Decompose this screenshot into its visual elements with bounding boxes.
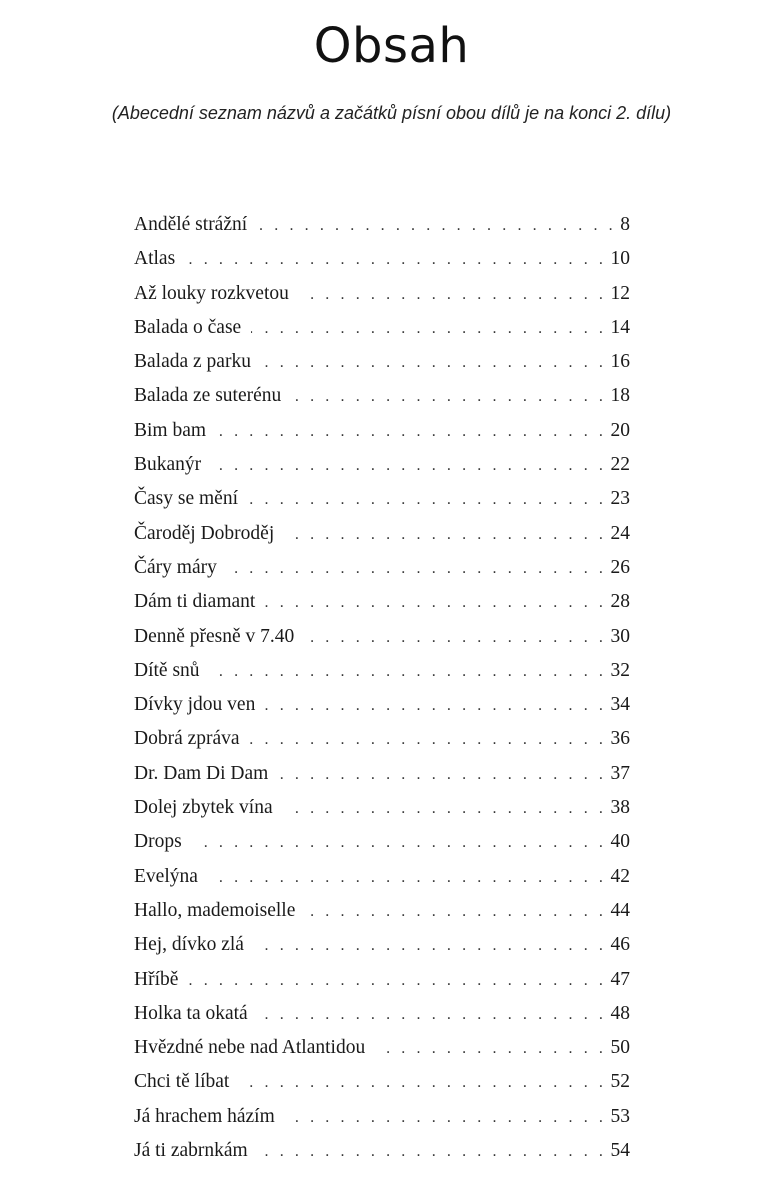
toc-entry-title: Hříbě [134,968,179,990]
toc-entry-title: Čaroděj Dobroděj [134,522,275,544]
toc-leader-dots [254,937,607,955]
toc-entry-title: Andělé strážní [134,214,248,235]
toc-leader-dots [265,697,606,715]
toc-entry [134,831,630,865]
toc-entry [134,1071,630,1105]
toc-entry-title: Hallo, mademoiselle [134,899,296,921]
toc-entry [134,488,630,522]
toc-entry-page: 30 [610,625,630,647]
toc-entry-page: 54 [610,1140,630,1162]
toc-entry-title: Až louky rozkvetou [134,282,289,304]
toc-entry [134,214,630,248]
toc-entry-title: Evelýna [134,865,198,887]
toc-entry-page: 52 [610,1071,630,1093]
toc-leader-dots [261,354,607,372]
page-title: Obsah [313,18,470,74]
toc-entry [134,557,630,591]
toc-entry-page: 50 [610,1037,630,1059]
toc-entry-page: 18 [610,385,630,407]
toc-entry-title: Hej, dívko zlá [134,934,244,956]
toc-entry-title: Bukanýr [134,454,202,476]
toc-leader-dots [210,663,607,681]
toc-entry-title: Časy se mění [134,488,238,510]
toc-entry [134,523,630,557]
page-subtitle: (Abecední seznam názvů a začátků písní obou dílů je na konci 2. dílu) [111,103,672,123]
toc-entry-page: 26 [610,556,630,578]
toc-leader-dots [216,423,606,441]
toc-entry-page: 12 [610,282,630,304]
toc-leader-dots [239,1074,606,1092]
toc-entry-page: 53 [610,1105,630,1127]
toc-entry [134,728,630,762]
toc-leader-dots [250,731,607,749]
toc-entry-page: 8 [620,214,630,235]
toc-entry-title: Chci tě líbat [134,1071,230,1093]
toc-leader-dots [208,869,607,887]
toc-entry-title: Denně přesně v 7.40 [134,625,295,647]
toc-leader-dots [304,629,606,647]
toc-entry [134,420,630,454]
toc-leader-dots [283,800,607,818]
toc-leader-dots [291,388,606,406]
toc-entry [134,591,630,625]
toc-leader-dots [248,491,607,509]
toc-entry [134,1037,630,1071]
toc-entry-page: 34 [610,694,630,716]
toc-entry-title: Já ti zabrnkám [134,1140,248,1162]
toc-leader-dots [258,1143,607,1161]
toc-entry-page: 20 [610,419,630,441]
toc-leader-dots [305,903,606,921]
toc-leader-dots [211,457,606,475]
toc-leader-dots [251,320,606,338]
toc-leader-dots [375,1040,606,1058]
toc-entry [134,248,630,282]
toc-entry-page: 44 [610,899,630,921]
toc-entry-page: 14 [610,316,630,338]
toc-entry-page: 40 [610,831,630,853]
toc-entry-page: 16 [610,351,630,373]
toc-entry-title: Balada o čase [134,316,242,338]
toc-entry-page: 38 [610,797,630,819]
toc-entry-page: 36 [610,728,630,750]
toc-entry-title: Dám ti diamant [134,591,256,613]
toc-entry-page: 24 [610,522,630,544]
toc-entry-page: 23 [610,488,630,510]
toc-leader-dots [285,1109,607,1127]
toc-leader-dots [284,526,606,544]
toc-entry-page: 22 [610,454,630,476]
toc-entry [134,934,630,968]
toc-entry [134,797,630,831]
toc-leader-dots [278,766,606,784]
toc-entry [134,1106,630,1140]
toc-entry [134,351,630,385]
toc-entry [134,385,630,419]
toc-entry-title: Já hrachem házím [134,1105,275,1127]
toc-entry-title: Bim bam [134,419,207,441]
toc-entry [134,866,630,900]
toc-leader-dots [299,286,607,304]
toc-entry-page: 28 [610,591,630,613]
toc-entry-title: Atlas [134,248,176,270]
toc-entry [134,694,630,728]
toc-entry-page: 10 [610,248,630,270]
toc-leader-dots [188,972,606,990]
toc-entry-page: 32 [610,659,630,681]
toc-entry-title: Dívky jdou ven [134,694,256,716]
toc-entry [134,626,630,660]
toc-leader-dots [257,217,616,235]
toc-entry-title: Balada ze suterénu [134,385,282,407]
toc-entry-title: Dr. Dam Di Dam [134,762,269,784]
toc-entry [134,1003,630,1037]
toc-entry [134,1140,630,1174]
toc-entry [134,763,630,797]
toc-leader-dots [265,594,606,612]
toc-entry [134,660,630,694]
toc-entry-title: Balada z parku [134,351,251,373]
toc-leader-dots [185,251,606,269]
toc-entry-page: 37 [610,762,630,784]
toc-entry-page: 42 [610,865,630,887]
toc-entry-title: Dobrá zpráva [134,728,240,750]
toc-entry-title: Dítě snů [134,659,200,681]
toc-entry-page: 47 [610,968,630,990]
toc-entry [134,454,630,488]
table-of-contents [134,214,630,1174]
toc-leader-dots [227,560,607,578]
toc-entry [134,283,630,317]
toc-entry-title: Čáry máry [134,556,217,578]
toc-entry-title: Dolej zbytek vína [134,797,273,819]
toc-entry-page: 48 [610,1002,630,1024]
toc-entry-title: Drops [134,831,182,853]
toc-entry-page: 46 [610,934,630,956]
toc-entry-title: Holka ta okatá [134,1002,248,1024]
toc-entry [134,317,630,351]
toc-leader-dots [192,834,607,852]
toc-entry [134,969,630,1003]
toc-entry-title: Hvězdné nebe nad Atlantidou [134,1037,366,1059]
toc-entry [134,900,630,934]
toc-leader-dots [258,1006,607,1024]
